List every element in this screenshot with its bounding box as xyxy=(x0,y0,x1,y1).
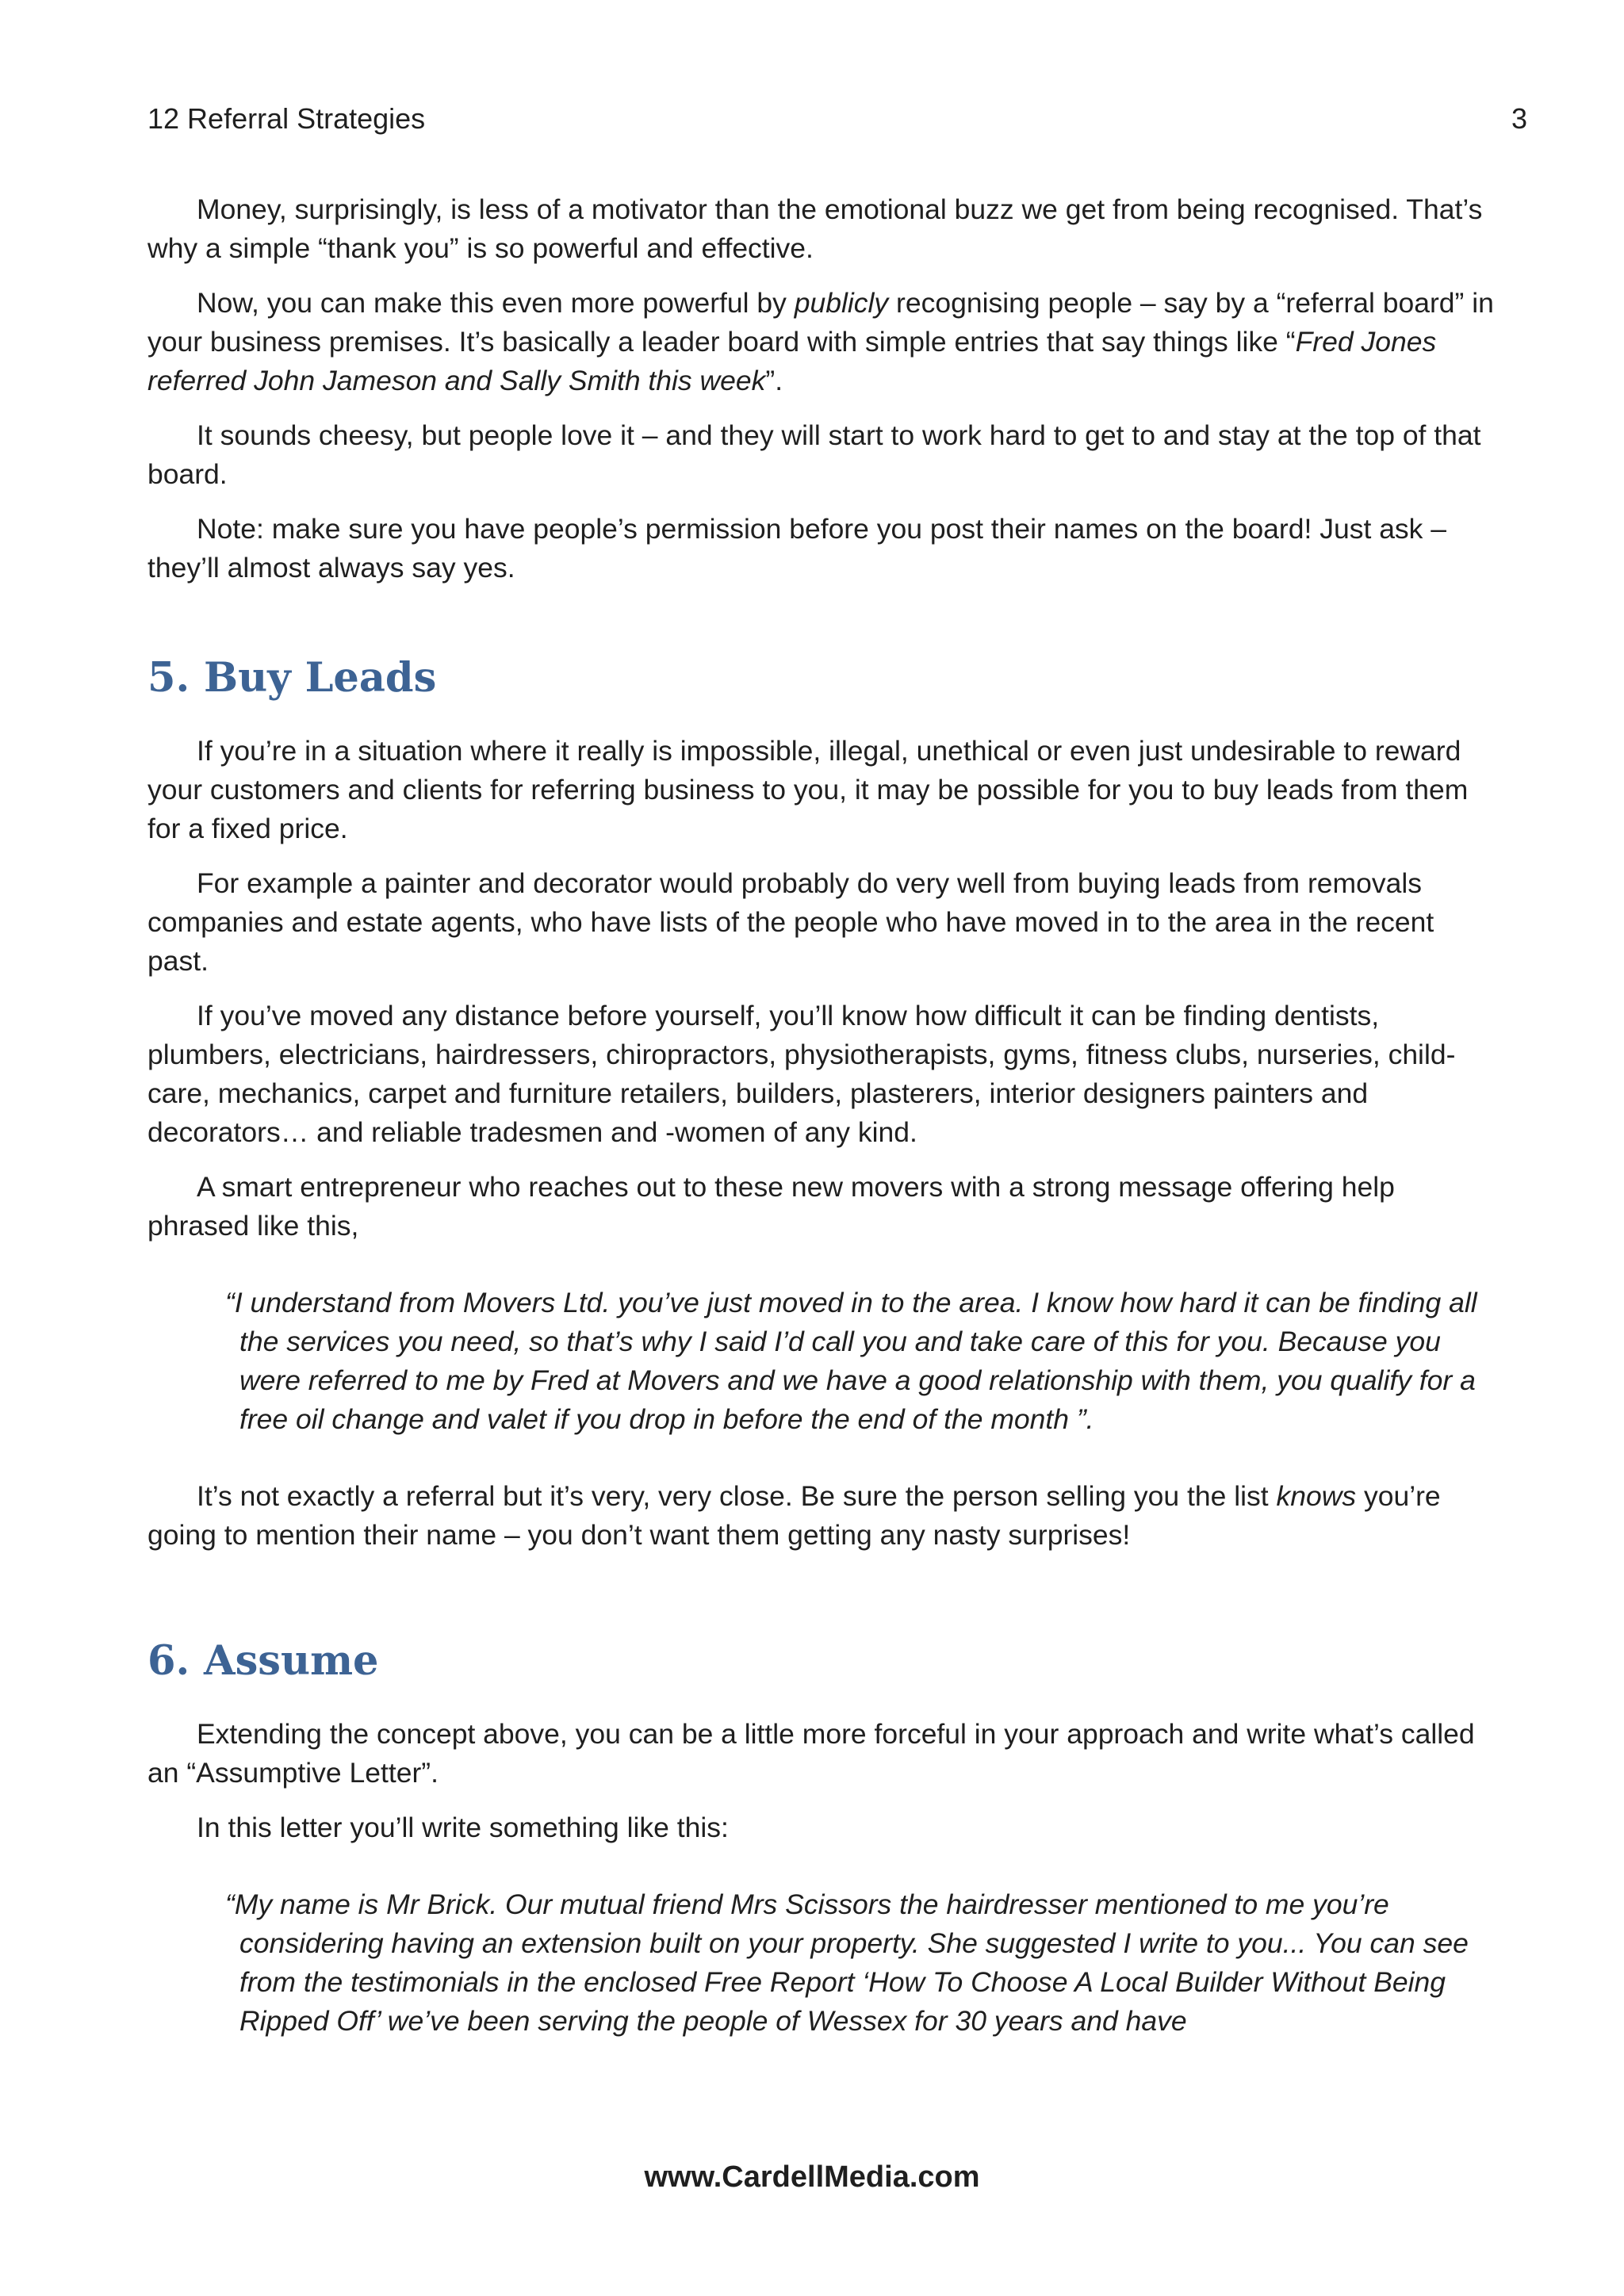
section-6-paragraph-1: Extending the concept above, you can be a little more forceful in your approach and write what’s called an “Assumptive Letter”. xyxy=(147,1718,1475,1789)
footer-website-url: www.CardellMedia.com xyxy=(644,2160,980,2194)
intro-paragraph-1: Money, surprisingly, is less of a motivator than the emotional buzz we get from being recognised. That’s why a simple “thank you” is so powerful and effective. xyxy=(147,193,1483,264)
intro-p2-emphasis: publicly xyxy=(794,287,889,319)
page-body xyxy=(147,190,1496,2041)
section-5-paragraph-2: For example a painter and decorator would probably do very well from buying leads from removals companies and estate agents, who have lists of the people who have moved in to the area in the recent past. xyxy=(147,867,1434,977)
intro-paragraph-4: Note: make sure you have people’s permission before you post their names on the board! Just ask – they’ll almost always say yes. xyxy=(147,513,1447,584)
intro-paragraph-2 xyxy=(147,284,1496,400)
section-6-heading: 6. Assume xyxy=(147,1637,379,1685)
intro-paragraph-3: It sounds cheesy, but people love it – and they will start to work hard to get to and stay at the top of that board. xyxy=(147,419,1481,490)
section-5-p5-text-b: you’re going to mention their name – you don’t want them getting any nasty surprises! xyxy=(147,1480,1441,1551)
section-5-paragraph-3: If you’ve moved any distance before yourself, you’ll know how difficult it can be finding dentists, plumbers, electricians, hairdressers, chiropractors, physiotherapists, gyms, fitness clubs, nurseries, child-care, mechanics, carpet and furniture retailers, builders, plasterers, interior designers painters and decorators… and reliable tradesmen and -women of any kind. xyxy=(147,1000,1456,1148)
section-5-p5-text-a: It’s not exactly a referral but it’s very, very close. Be sure the person selling you the list xyxy=(197,1480,1277,1512)
section-5-paragraph-4: A smart entrepreneur who reaches out to these new movers with a strong message offering help phrased like this, xyxy=(147,1171,1395,1242)
intro-p2-text-a: Now, you can make this even more powerful by xyxy=(197,287,795,319)
intro-p2-example: Fred Jones referred John Jameson and Sally Smith this week xyxy=(147,326,1437,396)
page-header xyxy=(147,101,1527,136)
page-number: 3 xyxy=(1511,102,1527,135)
section-5-p5-emphasis: knows xyxy=(1276,1480,1357,1512)
intro-p2-text-c: ”. xyxy=(765,365,783,396)
running-title: 12 Referral Strategies xyxy=(147,102,426,135)
document-page xyxy=(147,0,1527,2296)
section-5-paragraph-1: If you’re in a situation where it really is impossible, illegal, unethical or even just undesirable to reward your customers and clients for referring business to you, it may be possible for you to buy leads from them for a fixed price. xyxy=(147,735,1469,844)
section-5-quote: “I understand from Movers Ltd. you’ve just moved in to the area. I know how hard it can be finding all the services you need, so that’s why I said I’d call you and take care of this for you. Because you were referred to me by Fred at Movers and we have a good relationship with them, you qualify for a free oil change and valet if you drop in before the end of the month ”. xyxy=(225,1287,1477,1435)
section-6-quote: “My name is Mr Brick. Our mutual friend Mrs Scissors the hairdresser mentioned to me you’re considering having an extension built on your property. She suggested I write to you... You can see from the testimonials in the enclosed Free Report ‘How To Choose A Local Builder Without Being Ripped Off’ we’ve been serving the people of Wessex for 30 years and have xyxy=(225,1888,1469,2037)
section-6-paragraph-2: In this letter you’ll write something like this: xyxy=(197,1812,729,1843)
section-5-paragraph-5 xyxy=(147,1477,1496,1555)
intro-p2-text-b: recognising people – say by a “referral board” in your business premises. It’s basically a leader board with simple entries that say things like “ xyxy=(147,287,1494,358)
section-5-heading: 5. Buy Leads xyxy=(147,654,437,702)
